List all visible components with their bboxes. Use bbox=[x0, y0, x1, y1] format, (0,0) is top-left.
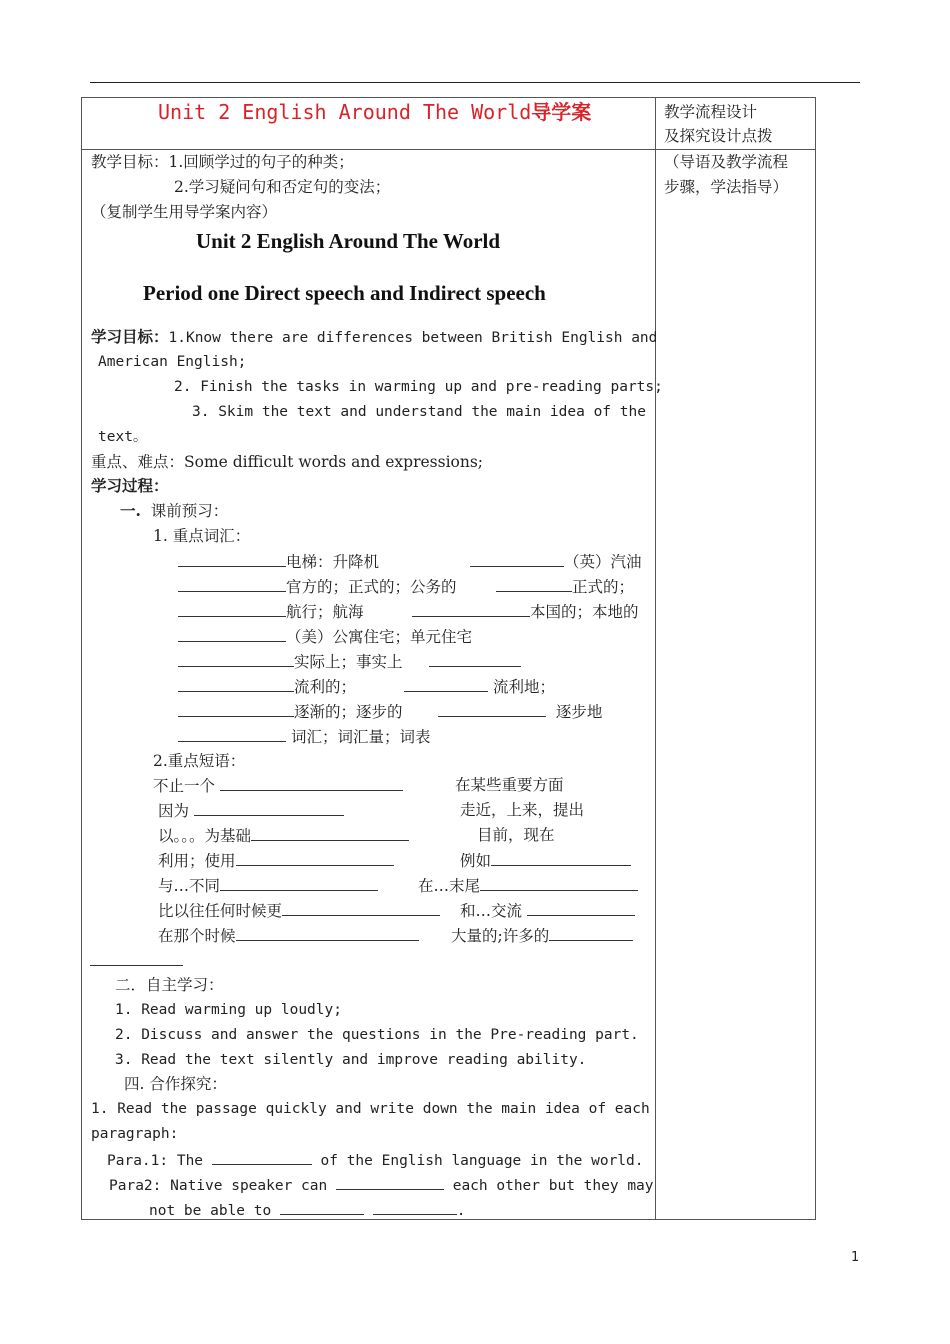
side-guide-line2: 步骤，学法指导） bbox=[664, 178, 789, 196]
learning-process-label: 学习过程： bbox=[91, 476, 169, 495]
vocab-row-1b: （英）汽油 bbox=[470, 551, 642, 572]
side-column-title-line2: 及探究设计点拨 bbox=[664, 127, 773, 145]
answer-blank[interactable] bbox=[496, 576, 572, 592]
answer-blank[interactable] bbox=[194, 800, 344, 816]
answer-blank[interactable] bbox=[429, 651, 521, 667]
page-number: 1 bbox=[851, 1250, 860, 1265]
cooperate-heading: 四. 合作探究： bbox=[124, 1075, 227, 1093]
vocab-row-3b: 本国的；本地的 bbox=[412, 601, 639, 622]
answer-blank[interactable] bbox=[373, 1199, 457, 1215]
phrase-row-5: 与…不同 bbox=[158, 875, 378, 896]
teaching-objective-2: 2.学习疑问句和否定句的变法； bbox=[174, 178, 391, 196]
answer-blank[interactable] bbox=[178, 676, 294, 692]
cooperate-question-1-cont: paragraph: bbox=[91, 1126, 179, 1142]
answer-blank[interactable] bbox=[178, 551, 286, 567]
vocab-row-3: 航行；航海 bbox=[178, 601, 364, 622]
preview-heading: 一. 课前预习： bbox=[120, 501, 229, 520]
learning-goal-3: 3. Skim the text and understand the main idea of the bbox=[192, 404, 646, 420]
vocab-row-7b: 逐步地 bbox=[438, 701, 602, 722]
teaching-objective-1: 教学目标：1.回顾学过的句子的种类； bbox=[91, 153, 354, 171]
phrase-row-7b: 大量的;许多的 bbox=[451, 925, 633, 946]
answer-blank[interactable] bbox=[527, 900, 635, 916]
learning-goals-line1: 学习目标：1.Know there are differences between British English and bbox=[91, 327, 658, 346]
phrase-row-6b: 和…交流 bbox=[460, 900, 635, 921]
copy-note: （复制学生用导学案内容） bbox=[91, 203, 278, 221]
phrase-row-2b: 走近，上来，提出 bbox=[460, 801, 585, 819]
vocab-row-6: 流利的； bbox=[178, 676, 356, 697]
answer-blank[interactable] bbox=[404, 676, 488, 692]
phrase-row-4b: 例如 bbox=[460, 850, 631, 871]
answer-blank[interactable] bbox=[90, 950, 183, 966]
document-title: Unit 2 English Around The World导学案 bbox=[158, 100, 592, 124]
self-study-item-1: 1. Read warming up loudly; bbox=[115, 1002, 342, 1018]
phrase-row-7: 在那个时候 bbox=[158, 925, 419, 946]
phrase-row-5b: 在…末尾 bbox=[418, 875, 638, 896]
self-study-item-3: 3. Read the text silently and improve reading ability. bbox=[115, 1052, 587, 1068]
answer-blank[interactable] bbox=[178, 576, 286, 592]
self-study-heading: 二．自主学习： bbox=[115, 976, 224, 994]
vocab-row-8: 词汇；词汇量；词表 bbox=[178, 726, 430, 747]
key-points: 重点、难点：Some difficult words and expressions; bbox=[91, 453, 484, 471]
para2-line: Para2: Native speaker can each other but they may bbox=[109, 1174, 654, 1196]
vocab-row-4: （美）公寓住宅；单元住宅 bbox=[178, 626, 472, 647]
learning-goals-line2: American English; bbox=[98, 354, 247, 370]
answer-blank[interactable] bbox=[236, 925, 419, 941]
learning-goals-label: 学习目标： bbox=[91, 327, 169, 346]
phrase-row-2: 因为 bbox=[158, 800, 344, 821]
side-guide-line1: （导语及教学流程 bbox=[664, 153, 789, 171]
vocab-row-2b: 正式的； bbox=[496, 576, 634, 597]
answer-blank[interactable] bbox=[491, 850, 631, 866]
vocab-row-5: 实际上；事实上 bbox=[178, 651, 403, 672]
self-study-item-2: 2. Discuss and answer the questions in the Pre-reading part. bbox=[115, 1027, 639, 1043]
vocab-row-2: 官方的；正式的；公务的 bbox=[178, 576, 457, 597]
answer-blank[interactable] bbox=[280, 1199, 364, 1215]
learning-goal-3-cont: text。 bbox=[98, 429, 148, 445]
answer-blank[interactable] bbox=[220, 875, 378, 891]
para2-line-cont: not be able to . bbox=[149, 1199, 465, 1221]
answer-blank[interactable] bbox=[178, 626, 286, 642]
top-rule bbox=[90, 82, 860, 83]
side-column-title-line1: 教学流程设计 bbox=[664, 103, 758, 121]
answer-blank[interactable] bbox=[236, 850, 394, 866]
vocab-title: 1. 重点词汇： bbox=[153, 527, 251, 545]
para1-line: Para.1: The of the English language in the world. bbox=[107, 1149, 644, 1171]
answer-blank[interactable] bbox=[178, 726, 286, 742]
answer-blank[interactable] bbox=[251, 825, 409, 841]
vocab-row-1: 电梯：升降机 bbox=[178, 551, 379, 572]
answer-blank[interactable] bbox=[470, 551, 564, 567]
phrase-row-3b: 目前，现在 bbox=[477, 826, 555, 844]
answer-blank[interactable] bbox=[438, 701, 546, 717]
answer-blank[interactable] bbox=[549, 925, 633, 941]
answer-blank[interactable] bbox=[178, 601, 286, 617]
header-row-divider bbox=[82, 149, 815, 150]
phrase-row-7-cont bbox=[90, 950, 183, 971]
answer-blank[interactable] bbox=[336, 1174, 444, 1190]
answer-blank[interactable] bbox=[212, 1149, 312, 1165]
answer-blank[interactable] bbox=[178, 701, 294, 717]
answer-blank[interactable] bbox=[178, 651, 294, 667]
answer-blank[interactable] bbox=[480, 875, 638, 891]
learning-goal-2: 2. Finish the tasks in warming up and pre-reading parts; bbox=[174, 379, 663, 395]
answer-blank[interactable] bbox=[412, 601, 530, 617]
answer-blank[interactable] bbox=[282, 900, 440, 916]
vocab-row-5b bbox=[429, 651, 521, 672]
answer-blank[interactable] bbox=[220, 775, 403, 791]
period-heading: Period one Direct speech and Indirect speech bbox=[143, 281, 546, 305]
vocab-row-6b: 流利地； bbox=[404, 676, 555, 697]
unit-heading: Unit 2 English Around The World bbox=[196, 229, 501, 253]
vocab-row-7: 逐渐的；逐步的 bbox=[178, 701, 403, 722]
column-divider bbox=[655, 98, 656, 1219]
phrase-row-1b: 在某些重要方面 bbox=[455, 776, 564, 794]
phrase-row-3: 以。。。为基础 bbox=[158, 825, 409, 846]
cooperate-question-1: 1. Read the passage quickly and write down the main idea of each bbox=[91, 1101, 650, 1117]
phrase-title: 2.重点短语： bbox=[153, 752, 246, 770]
phrase-row-4: 利用；使用 bbox=[158, 850, 394, 871]
phrase-row-6: 比以往任何时候更 bbox=[158, 900, 440, 921]
phrase-row-1: 不止一个 bbox=[153, 775, 403, 796]
